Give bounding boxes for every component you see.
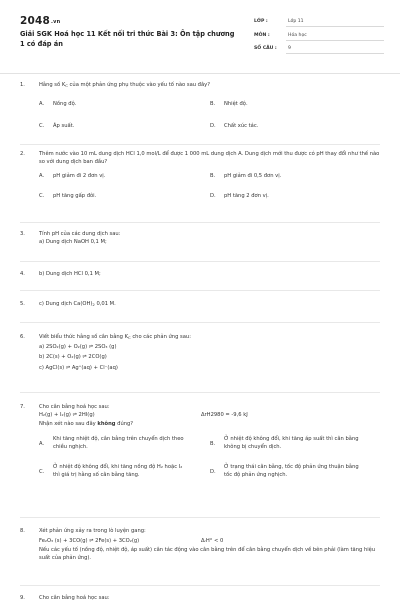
option-text: Nồng độ. <box>53 101 77 108</box>
option-text: pH tăng gấp đôi. <box>53 193 97 200</box>
option-d[interactable] <box>210 122 258 130</box>
option-text: pH tăng 2 đơn vị. <box>224 193 269 200</box>
question-number: 6. <box>20 334 25 340</box>
option-a[interactable] <box>39 100 76 108</box>
question-number: 5. <box>20 301 25 307</box>
meta-value: Lớp 11 <box>286 16 384 27</box>
divider <box>20 585 380 586</box>
site-logo[interactable] <box>20 15 60 27</box>
meta-label: SỐ CÂU : <box>254 46 277 52</box>
option-b[interactable] <box>210 172 281 180</box>
option-c[interactable] <box>39 122 74 130</box>
option-letter: C. <box>39 193 45 200</box>
question-text <box>39 81 385 89</box>
option-letter: D. <box>210 469 216 476</box>
equation: H₂(g) + I₂(g) ⇌ 2HI(g) <box>39 412 95 419</box>
equilibrium-line <box>39 411 385 420</box>
option-c[interactable] <box>39 463 189 479</box>
question-9 <box>20 594 385 600</box>
question-number: 1. <box>20 82 25 88</box>
question-6 <box>20 333 385 372</box>
option-a[interactable] <box>39 435 189 451</box>
option-b[interactable] <box>210 100 248 108</box>
question-number: 4. <box>20 271 25 277</box>
question-text-part: Nhận xét nào sau đây <box>39 421 98 428</box>
option-text: Khi tăng nhiệt độ, cân bằng trên chuyển dịch theo chiều nghịch. <box>53 436 184 451</box>
question-text-part: cho các phản ứng sau: <box>130 334 191 340</box>
question-text: Thêm nước vào 10 mL dung dịch HCl 1,0 mol/L để được 1 000 mL dung dịch A. Dung dịch mới thu được có pH thay đổi như thế nào so với dung dịch ban đầu? <box>39 151 380 166</box>
equation-a: a) 2SO₂(g) + O₂(g) ⇌ 2SO₃ (g) <box>39 344 117 351</box>
subscript: 2 <box>92 302 95 307</box>
document-title: Giải SGK Hoá học 11 Kết nối tri thức Bài 3: Ôn tập chương 1 có đáp án <box>20 30 235 48</box>
option-text: pH giảm đi 2 đơn vị. <box>53 173 106 180</box>
option-text: Nhiệt độ. <box>224 101 248 108</box>
option-text: pH giảm đi 0,5 đơn vị. <box>224 173 282 180</box>
logo-suffix: .vn <box>51 19 61 25</box>
logo-text: 2048 <box>20 15 51 27</box>
reaction-line <box>39 537 385 546</box>
meta-row-subject <box>254 29 384 43</box>
question-subpart: a) Dung dịch NaOH 0,1 M; <box>39 239 107 246</box>
option-letter: D. <box>210 123 216 130</box>
option-letter: B. <box>210 101 216 108</box>
subscript: C <box>65 83 68 88</box>
option-text: Chất xúc tác. <box>224 123 259 130</box>
question-text-part: c) Dung dịch Ca(OH) <box>39 301 93 307</box>
meta-label: MÔN : <box>254 32 270 38</box>
question-text-part: Hằng số K <box>39 82 66 88</box>
equation-b: b) 2C(s) + O₂(g) ⇌ 2CO(g) <box>39 354 107 361</box>
question-number: 3. <box>20 231 25 237</box>
option-letter: B. <box>210 173 216 180</box>
question-3 <box>20 230 385 246</box>
option-letter: A. <box>39 101 45 108</box>
question-number: 2. <box>20 151 25 157</box>
question-text: b) Dung dịch HCl 0,1 M; <box>39 271 101 277</box>
question-5 <box>20 300 385 308</box>
question-text <box>39 300 385 308</box>
document-meta <box>254 15 384 56</box>
option-letter: D. <box>210 193 216 200</box>
emphasis-text: không <box>97 421 116 428</box>
option-text: Ở nhiệt độ không đổi, khi tăng nồng độ H₂ hoặc I₂ thì giá trị hằng số cân bằng tăng. <box>53 464 183 479</box>
option-text: Áp suất. <box>53 123 75 130</box>
option-letter: C. <box>39 469 45 476</box>
divider <box>20 144 380 145</box>
question-text: Tính pH của các dung dịch sau: <box>39 231 121 237</box>
meta-value: 9 <box>286 43 384 54</box>
question-1 <box>20 81 385 130</box>
question-text: Cho cân bằng hoá học sau: <box>39 595 110 600</box>
question-8 <box>20 527 385 563</box>
enthalpy: ΔᵣH° < 0 <box>201 538 224 545</box>
question-text: Xét phản ứng xảy ra trong lò luyện gang: <box>39 528 146 534</box>
option-letter: B. <box>210 441 216 448</box>
question-text <box>39 333 385 341</box>
question-text-part: Viết biểu thức hằng số cân bằng K <box>39 334 129 340</box>
divider <box>20 517 380 518</box>
option-a[interactable] <box>39 172 105 180</box>
equation: Fe₂O₃ (s) + 3CO(g) ⇌ 2Fe(s) + 3CO₂(g) <box>39 538 140 545</box>
meta-label: LỚP : <box>254 19 268 25</box>
option-letter: A. <box>39 173 45 180</box>
option-text: Ở trạng thái cân bằng, tốc độ phản ứng thuận bằng tốc độ phản ứng nghịch. <box>224 464 359 479</box>
question-text-part: đúng? <box>115 421 134 428</box>
option-text: Ở nhiệt độ không đổi, khi tăng áp suất thì cân bằng không bị chuyển dịch. <box>224 436 359 451</box>
subscript: C <box>128 335 131 340</box>
divider <box>20 290 380 291</box>
question-prompt <box>39 420 385 428</box>
meta-value: Hóa học <box>286 30 384 41</box>
meta-row-class <box>254 15 384 29</box>
question-text: Cho cân bằng hoá học sau: <box>39 404 110 410</box>
equation-c: c) AgCl(s) ⇌ Ag⁺(aq) + Cl⁻(aq) <box>39 364 118 371</box>
option-letter: C. <box>39 123 45 130</box>
option-d[interactable] <box>210 463 360 479</box>
option-b[interactable] <box>210 435 360 451</box>
enthalpy: ΔrH2980 = -9,6 kJ <box>201 412 248 419</box>
answer-options <box>39 166 385 200</box>
meta-row-count <box>254 42 384 56</box>
divider <box>20 392 380 393</box>
question-2 <box>20 150 385 200</box>
divider <box>20 222 380 223</box>
option-c[interactable] <box>39 192 96 200</box>
divider <box>20 261 380 262</box>
question-text-part: 0,01 M. <box>94 301 116 307</box>
question-number: 7. <box>20 404 25 410</box>
question-number: 9. <box>20 595 25 600</box>
option-d[interactable] <box>210 192 269 200</box>
answer-options <box>39 89 385 130</box>
divider <box>20 322 380 323</box>
question-4 <box>20 270 385 278</box>
question-text-part: của một phản ứng phụ thuộc vào yếu tố nào sau đây? <box>67 82 210 88</box>
question-7 <box>20 403 385 498</box>
question-number: 8. <box>20 528 25 534</box>
answer-options <box>39 428 385 498</box>
question-prompt: Nếu các yếu tố (nồng độ, nhiệt độ, áp suất) cân tác động vào cân bằng trên để cân bằng chuyển dịch về bên phải (làm tăng hiệu suất của phản ứng). <box>39 547 376 562</box>
document-header <box>0 0 400 74</box>
option-letter: A. <box>39 441 45 448</box>
